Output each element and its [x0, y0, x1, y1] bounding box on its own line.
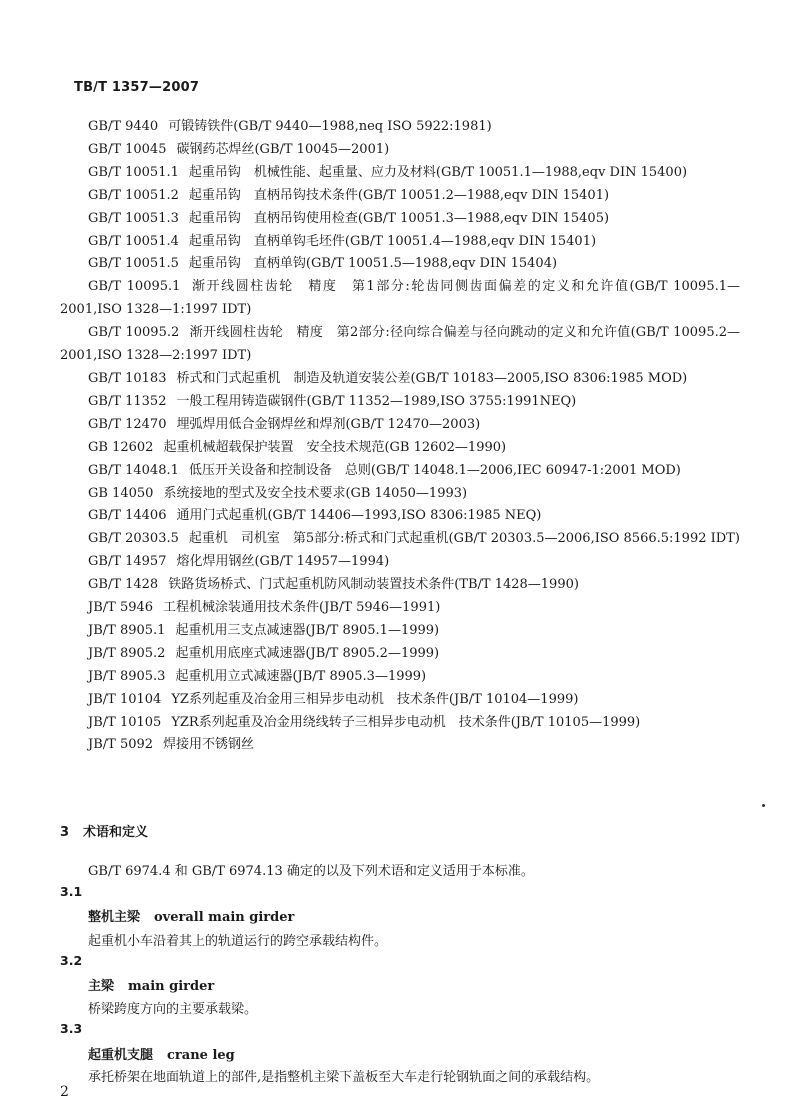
reference-title: 起重机用底座式减速器(JB/T 8905.2—1999) — [175, 645, 440, 661]
normative-references-list — [60, 116, 740, 757]
reference-title: 起重吊钩 直柄吊钩技术条件(GB/T 10051.2—1988,eqv DIN 15401) — [188, 187, 610, 203]
reference-code: GB/T 9440 — [88, 119, 159, 134]
reference-entry — [60, 368, 740, 391]
reference-title: 起重吊钩 直柄单钩毛坯件(GB/T 10051.4—1988,eqv DIN 15401) — [188, 233, 597, 249]
reference-entry — [60, 437, 740, 460]
term-zh: 主梁 — [88, 979, 115, 994]
reference-entry — [60, 483, 740, 506]
reference-title: 低压开关设备和控制设备 总则(GB/T 14048.1—2006,IEC 60947-1:2001 MOD) — [188, 462, 681, 478]
reference-entry — [60, 666, 740, 689]
reference-title: 系统接地的型式及安全技术要求(GB 14050—1993) — [163, 485, 468, 501]
clause-3-3-number: 3.3 — [60, 1021, 83, 1036]
reference-code: GB/T 14406 — [88, 508, 167, 524]
reference-code: GB/T 10051.3 — [88, 210, 179, 226]
reference-title: 起重机 司机室 第5部分:桥式和门式起重机(GB/T 20303.5—2006,ISO 8566.5:1992 IDT) — [188, 531, 740, 547]
reference-entry — [60, 734, 740, 757]
term-3-3 — [88, 1044, 235, 1063]
reference-title: 熔化焊用钢丝(GB/T 14957—1994) — [176, 554, 390, 570]
reference-entry — [60, 597, 740, 620]
term-en: main girder — [128, 979, 215, 994]
section-3-intro: GB/T 6974.4 和 GB/T 6974.13 确定的以及下列术语和定义适用于本标准。 — [88, 864, 534, 879]
reference-code: GB 14050 — [88, 485, 154, 501]
reference-entry — [60, 162, 740, 185]
term-3-3-definition: 承托桥架在地面轨道上的部件,是指整机主梁下盖板至大车走行轮钢轨面之间的承载结构。 — [88, 1070, 600, 1085]
reference-entry — [60, 322, 740, 368]
reference-title: 起重机用立式减速器(JB/T 8905.3—1999) — [175, 668, 427, 684]
clause-3-1-number: 3.1 — [60, 884, 83, 899]
reference-code: GB/T 1428 — [88, 577, 159, 593]
term-3-1 — [88, 906, 294, 925]
reference-title: 碳钢药芯焊丝(GB/T 10045—2001) — [176, 141, 390, 157]
page-number: 2 — [60, 1084, 69, 1100]
reference-entry — [60, 712, 740, 735]
reference-code: JB/T 5946 — [88, 600, 154, 616]
reference-code: JB/T 10105 — [88, 714, 162, 730]
term-3-2 — [88, 975, 214, 994]
reference-code: GB/T 14048.1 — [88, 462, 179, 478]
reference-title: 起重机用三支点减速器(JB/T 8905.1—1999) — [175, 622, 440, 638]
reference-code: GB/T 10051.4 — [88, 233, 179, 249]
term-3-2-definition: 桥梁跨度方向的主要承载梁。 — [88, 1002, 258, 1017]
reference-title: YZ系列起重及冶金用三相异步电动机 技术条件(JB/T 10104—1999) — [171, 691, 579, 707]
reference-title: 起重机械超载保护装置 安全技术规范(GB 12602—1990) — [163, 439, 507, 455]
scan-speck — [762, 804, 765, 807]
reference-code: GB/T 10183 — [88, 370, 167, 386]
reference-entry — [60, 276, 740, 322]
reference-title: 工程机械涂装通用技术条件(JB/T 5946—1991) — [163, 600, 441, 616]
reference-code: GB/T 10095.2 — [88, 325, 180, 341]
reference-code: JB/T 10104 — [88, 691, 162, 707]
reference-title: 起重吊钩 直柄吊钩使用检查(GB/T 10051.3—1988,eqv DIN 15405) — [188, 210, 610, 226]
reference-code: GB/T 12470 — [88, 416, 167, 432]
reference-code: GB 12602 — [88, 439, 154, 455]
reference-title: 可锻铸铁件(GB/T 9440—1988,neq ISO 5922:1981) — [168, 119, 492, 134]
term-zh: 起重机支腿 — [88, 1048, 154, 1063]
reference-entry — [60, 574, 740, 597]
reference-entry — [60, 460, 740, 483]
reference-code: JB/T 5092 — [88, 737, 154, 753]
reference-title: 渐开线圆柱齿轮 精度 第1部分:轮齿同侧齿面偏差的定义和允许值(GB/T 10095.1—2001,ISO 1328—1:1997 IDT) — [60, 279, 740, 318]
reference-entry — [60, 391, 740, 414]
reference-entry — [60, 253, 740, 276]
reference-entry — [60, 643, 740, 666]
reference-code: JB/T 8905.2 — [88, 645, 166, 661]
reference-entry — [60, 116, 740, 139]
reference-entry — [60, 689, 740, 712]
reference-code: GB/T 10051.1 — [88, 164, 179, 180]
reference-entry — [60, 505, 740, 528]
term-3-1-definition: 起重机小车沿着其上的轨道运行的跨空承载结构件。 — [88, 934, 388, 949]
reference-title: YZR系列起重及冶金用绕线转子三相异步电动机 技术条件(JB/T 10105—1999) — [171, 714, 641, 730]
clause-3-2-number: 3.2 — [60, 953, 83, 968]
reference-title: 铁路货场桥式、门式起重机防风制动装置技术条件(TB/T 1428—1990) — [168, 577, 579, 593]
reference-title: 埋弧焊用低合金钢焊丝和焊剂(GB/T 12470—2003) — [176, 416, 481, 432]
term-en: crane leg — [167, 1048, 235, 1063]
reference-entry — [60, 414, 740, 437]
section-3-heading — [60, 821, 148, 840]
reference-entry — [60, 139, 740, 162]
reference-entry — [60, 185, 740, 208]
term-zh: 整机主梁 — [88, 910, 141, 925]
reference-code: GB/T 20303.5 — [88, 531, 179, 547]
reference-title: 起重吊钩 直柄单钩(GB/T 10051.5—1988,eqv DIN 15404) — [188, 256, 558, 272]
reference-entry — [60, 231, 740, 254]
section-number: 3 — [60, 825, 70, 840]
section-title: 术语和定义 — [83, 825, 149, 840]
reference-code: GB/T 10051.5 — [88, 256, 179, 272]
reference-title: 通用门式起重机(GB/T 14406—1993,ISO 8306:1985 NEQ) — [176, 508, 542, 524]
reference-entry — [60, 551, 740, 574]
reference-title: 渐开线圆柱齿轮 精度 第2部分:径向综合偏差与径向跳动的定义和允许值(GB/T 10095.2—2001,ISO 1328—2:1997 IDT) — [60, 325, 740, 364]
reference-code: GB/T 10051.2 — [88, 187, 179, 203]
document-code-header: TB/T 1357—2007 — [74, 80, 200, 95]
reference-code: JB/T 8905.1 — [88, 622, 166, 638]
reference-title: 桥式和门式起重机 制造及轨道安装公差(GB/T 10183—2005,ISO 8306:1985 MOD) — [176, 370, 688, 386]
reference-code: JB/T 8905.3 — [88, 668, 166, 684]
reference-title: 一般工程用铸造碳钢件(GB/T 11352—1989,ISO 3755:1991NEQ) — [176, 393, 577, 409]
reference-title: 起重吊钩 机械性能、起重量、应力及材料(GB/T 10051.1—1988,eqv DIN 15400) — [188, 164, 688, 180]
reference-code: GB/T 14957 — [88, 554, 167, 570]
reference-code: GB/T 10095.1 — [88, 279, 181, 295]
reference-code: GB/T 11352 — [88, 393, 167, 409]
reference-entry — [60, 208, 740, 231]
reference-title: 焊接用不锈钢丝 — [163, 737, 255, 753]
term-en: overall main girder — [154, 910, 295, 925]
reference-entry — [60, 528, 740, 551]
reference-code: GB/T 10045 — [88, 141, 167, 157]
reference-entry — [60, 620, 740, 643]
